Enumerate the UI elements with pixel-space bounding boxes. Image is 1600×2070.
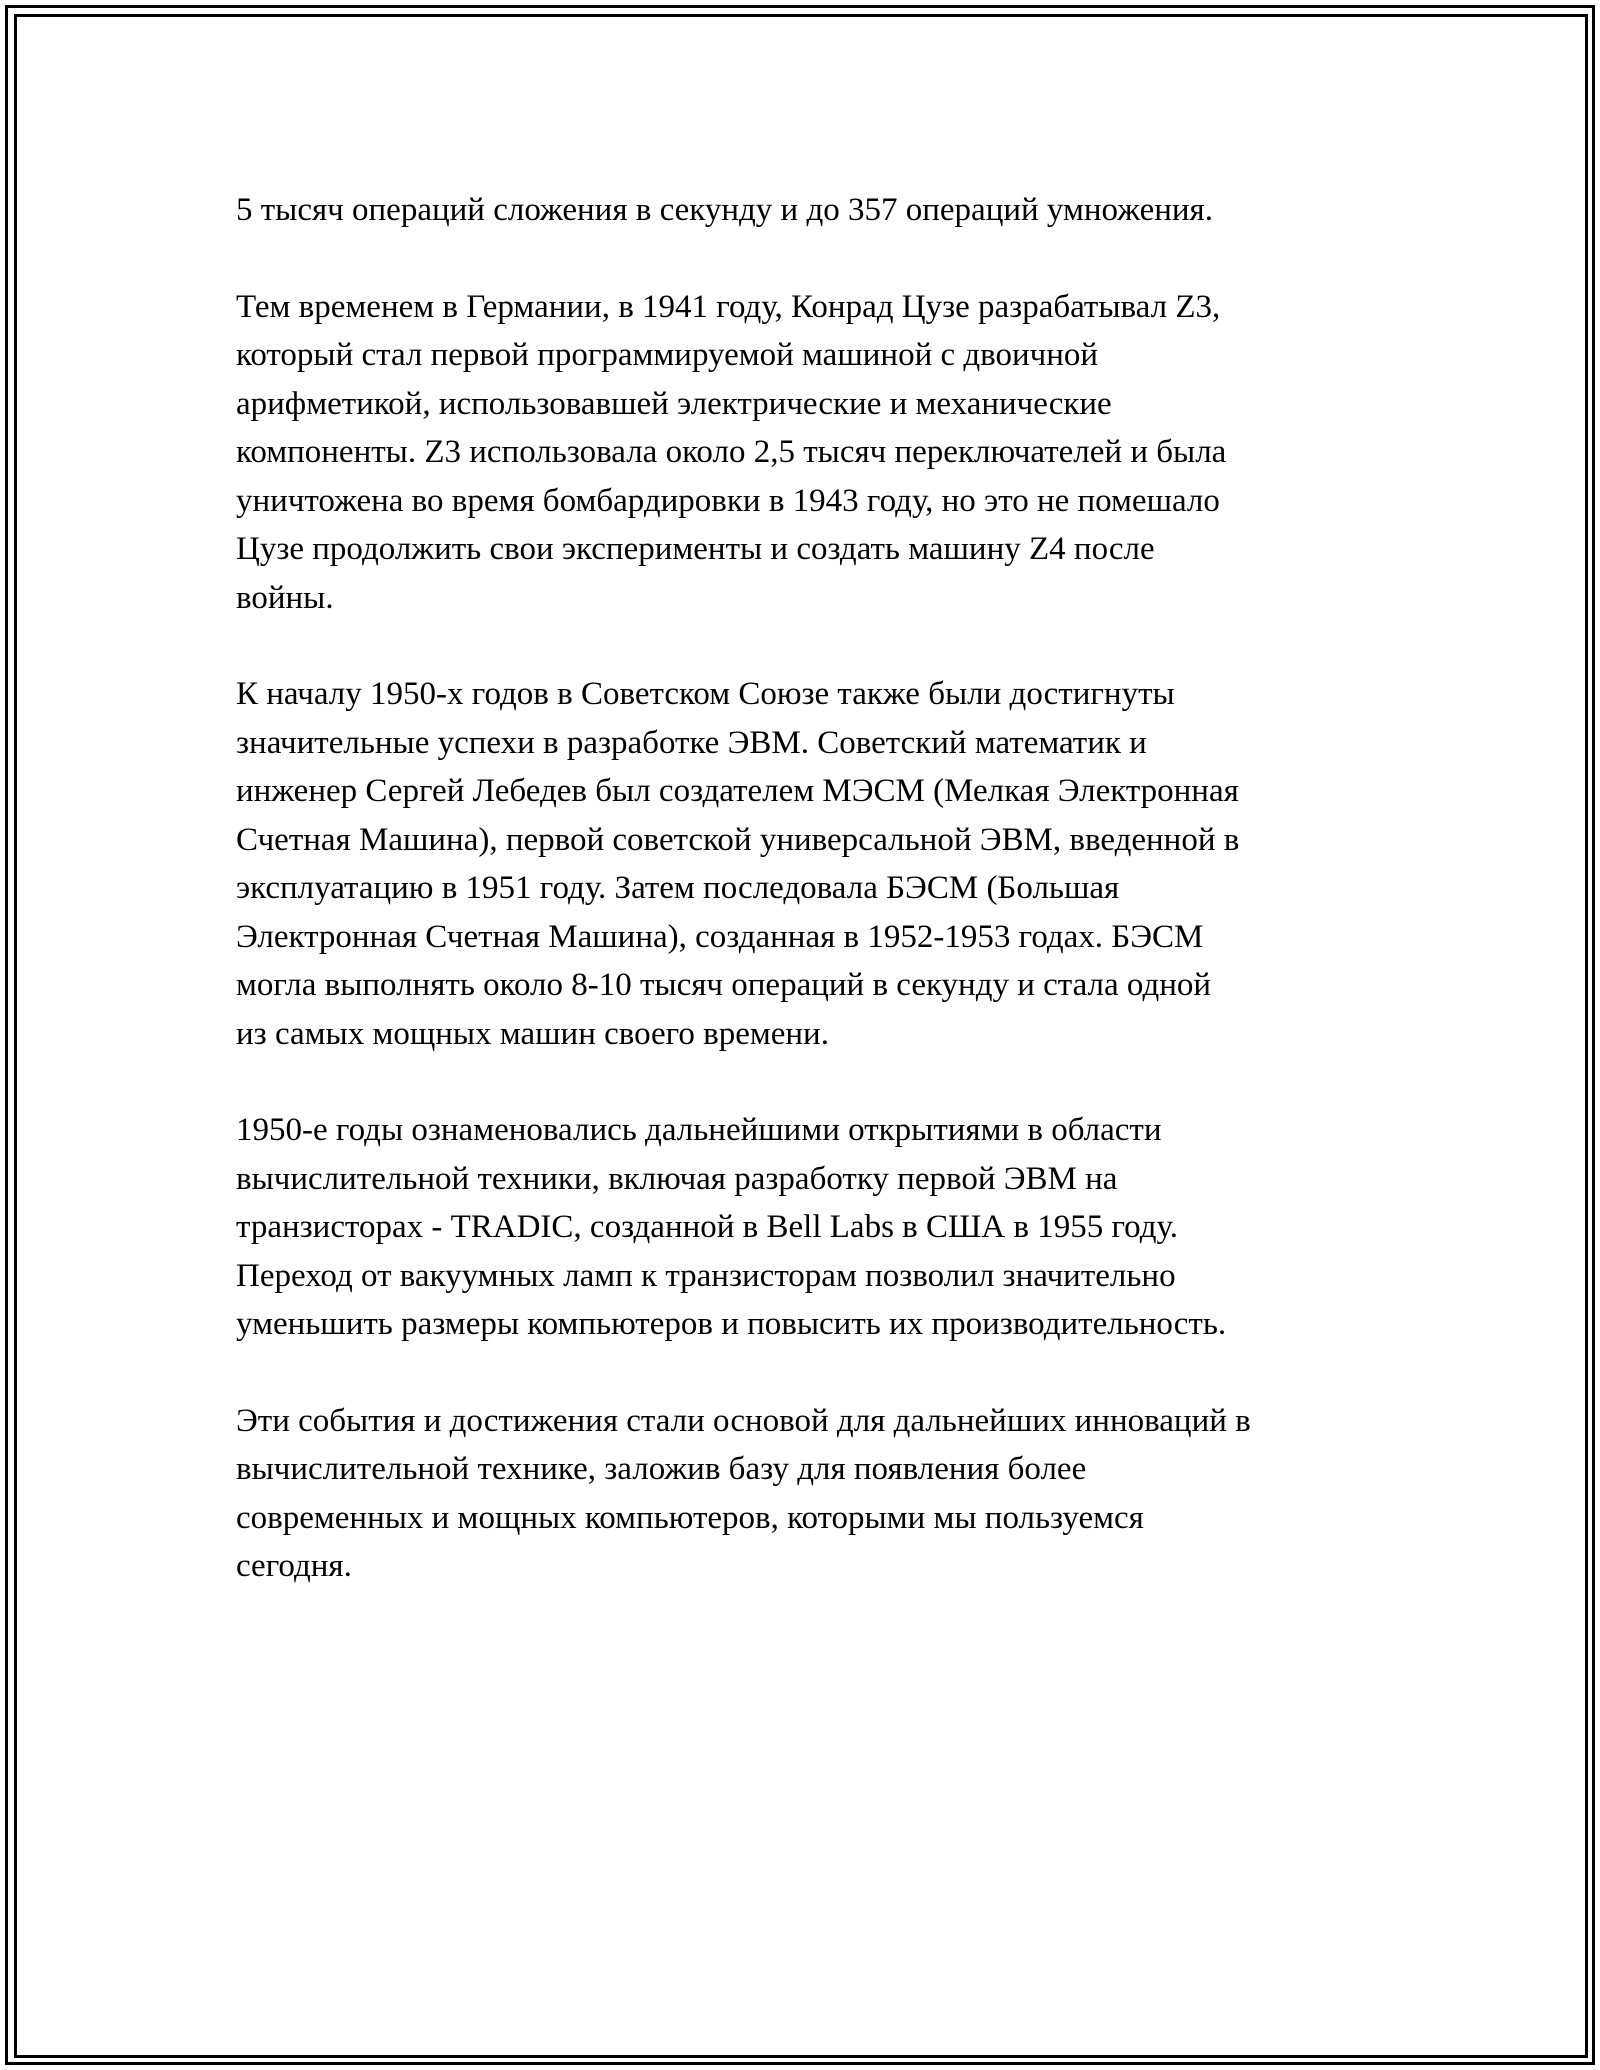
paragraph-5: Эти события и достижения стали основой для дальнейших инноваций в вычислительной технике, заложив базу для появления более современных и мощных компьютеров, которыми мы пользуемся сегодня. bbox=[236, 1402, 1251, 1584]
paragraph-4: 1950-е годы ознаменовались дальнейшими открытиями в области вычислительной техники, включая разработку первой ЭВМ на транзисторах - TRADIC, созданной в Bell Labs в США в 1955 году. Переход от вакуумных ламп к транзисторам позволил значительно уменьшить размеры компьютеров и повысить их производительность. bbox=[236, 1112, 1227, 1342]
document-body bbox=[236, 186, 1370, 1639]
paragraph-3: К началу 1950-х годов в Советском Союзе также были достигнуты значительные успехи в разработке ЭВМ. Советский математик и инженер Сергей Лебедев был создателем МЭСМ (Мелкая Электронная Счетная Машина), первой советской универсальной ЭВМ, введенной в эксплуатацию в 1951 году. Затем последовала БЭСМ (Большая Электронная Счетная Машина), созданная в 1952-1953 годах. БЭСМ могла выполнять около 8-10 тысяч операций в секунду и стала одной из самых мощных машин своего времени. bbox=[236, 676, 1240, 1052]
paragraph-1: 5 тысяч операций сложения в секунду и до 357 операций умножения. bbox=[236, 192, 1213, 228]
paragraph-2: Тем временем в Германии, в 1941 году, Конрад Цузе разрабатывал Z3, который стал первой программируемой машиной с двоичной арифметикой, использовавшей электрические и механические компоненты. Z3 использовала около 2,5 тысяч переключателей и была уничтожена во время бомбардировки в 1943 году, но это не помешало Цузе продолжить свои эксперименты и создать машину Z4 после войны. bbox=[236, 288, 1227, 616]
